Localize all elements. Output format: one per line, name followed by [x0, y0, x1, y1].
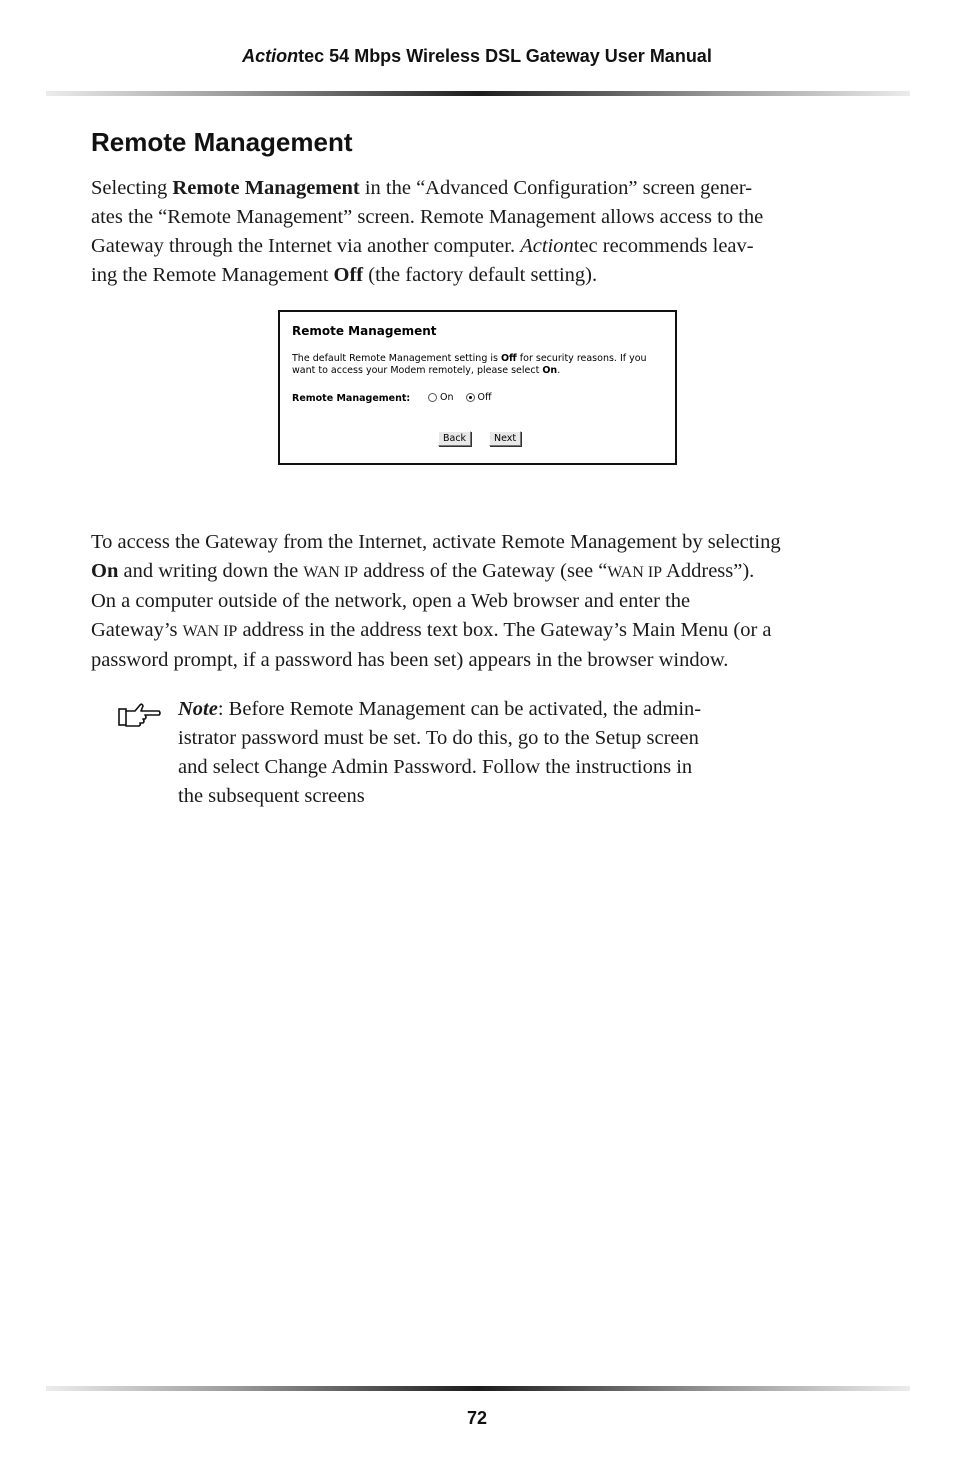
text-run: Address”).: [662, 560, 755, 582]
text-line: password prompt, if a password has been set) appears in the browser window.: [91, 649, 729, 671]
bold-term: Off: [333, 264, 364, 286]
text-run: in the “Advanced Configuration” screen gener-: [359, 177, 753, 199]
text-run: (the factory default setting).: [363, 264, 598, 286]
header-brand: Action: [242, 46, 299, 66]
remote-management-label: Remote Management:: [292, 393, 411, 404]
text-line: [292, 353, 647, 365]
text-line: and select Change Admin Password. Follow the instructions in: [178, 756, 693, 778]
note-paragraph: [178, 695, 818, 811]
text-line: the subsequent screens: [178, 785, 365, 807]
text-run: Gateway’s: [91, 619, 183, 641]
header-title: tec 54 Mbps Wireless DSL Gateway User Manual: [298, 46, 712, 66]
text-line: [91, 174, 861, 203]
screenshot-description: [292, 353, 647, 377]
bold-term: Off: [500, 353, 517, 364]
next-button[interactable]: Next: [489, 431, 521, 446]
radio-on[interactable]: [428, 393, 437, 402]
text-run: .: [557, 365, 561, 376]
small-caps-term: WAN IP: [182, 623, 238, 640]
small-caps-term: WAN IP: [607, 564, 663, 581]
small-caps-term: WAN IP: [303, 564, 359, 581]
text-run: Gateway through the Internet via another computer.: [91, 235, 521, 257]
note-label: Note: [178, 698, 218, 720]
text-line: [292, 365, 647, 377]
page-number: 72: [466, 1408, 488, 1428]
footer-rule: [46, 1386, 910, 1391]
text-line: On a computer outside of the network, open a Web browser and enter the: [91, 590, 691, 612]
text-run: ing the Remote Management: [91, 264, 334, 286]
text-line: [91, 261, 861, 290]
text-run: : Before Remote Management can be activated, the admin-: [217, 698, 702, 720]
running-header: [0, 46, 954, 67]
access-paragraph: [91, 528, 861, 675]
text-line: To access the Gateway from the Internet, activate Remote Management by selecting: [91, 531, 781, 553]
text-run: and writing down the: [118, 560, 304, 582]
text-run: address of the Gateway (see “: [358, 560, 608, 582]
text-line: [178, 695, 818, 724]
text-run: Selecting: [91, 177, 173, 199]
text-line: [91, 616, 861, 646]
text-run: tec recommends leav-: [573, 235, 754, 257]
header-rule: [46, 91, 910, 96]
text-run: want to access your Modem remotely, please select: [292, 365, 543, 376]
text-run: The default Remote Management setting is: [292, 353, 501, 364]
section-title: Remote Management: [91, 127, 353, 157]
remote-management-radio-group: [428, 392, 504, 403]
radio-on-label[interactable]: On: [440, 392, 454, 403]
bold-term: Remote Management: [172, 177, 360, 199]
bold-term: On: [542, 365, 558, 376]
text-line: istrator password must be set. To do this, go to the Setup screen: [178, 727, 699, 749]
bold-term: On: [91, 560, 119, 582]
text-run: address in the address text box. The Gateway’s Main Menu (or a: [237, 619, 772, 641]
text-run: for security reasons. If you: [516, 353, 647, 364]
text-line: ates the “Remote Management” screen. Remote Management allows access to the: [91, 206, 764, 228]
radio-off-label[interactable]: Off: [477, 392, 492, 403]
screenshot-title: Remote Management: [292, 324, 437, 338]
intro-paragraph: [91, 174, 861, 290]
text-line: [91, 557, 861, 587]
remote-management-screenshot: [278, 310, 677, 465]
pointing-hand-icon: [118, 700, 162, 730]
back-button[interactable]: Back: [438, 431, 471, 446]
brand-italic: Action: [520, 235, 574, 257]
text-line: [91, 232, 861, 261]
radio-off[interactable]: [466, 393, 475, 402]
